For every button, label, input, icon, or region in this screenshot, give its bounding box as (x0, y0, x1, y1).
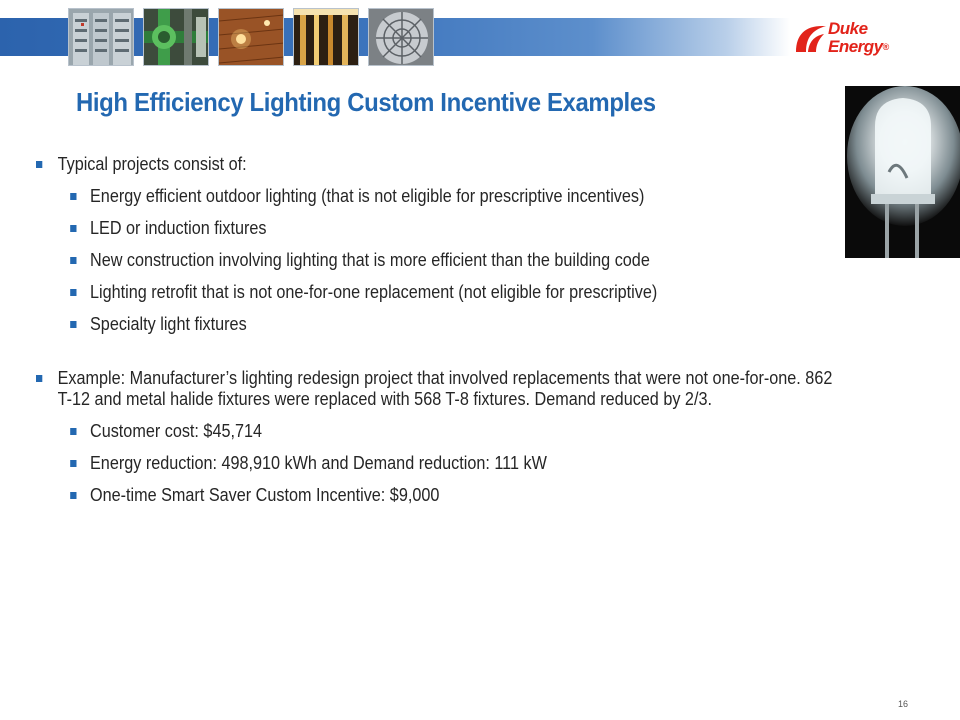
slide-body (36, 154, 876, 506)
bullet-text: Example: Manufacturer’s lighting redesign project that involved replacements that were not one-for-one. 862 T-12 and metal halide fixtures were replaced with 568 T-8 fixtures. Demand reduced by 2/3. (57, 368, 833, 409)
page-number: 16 (898, 699, 909, 709)
bullet-project-5 (36, 314, 792, 335)
bullet-example-detail-1 (36, 421, 792, 442)
square-bullet-icon (36, 375, 42, 382)
bullet-text: Specialty light fixtures (90, 314, 247, 334)
logo-registered-mark: ® (882, 42, 889, 52)
bullet-project-4 (36, 282, 792, 303)
bullet-text: One-time Smart Saver Custom Incentive: $9,000 (90, 485, 440, 505)
pipes-photo (143, 8, 209, 66)
bullet-project-2 (36, 218, 792, 239)
duke-energy-swoosh-icon (792, 22, 828, 58)
bullet-example (36, 368, 833, 410)
bullet-text: Energy efficient outdoor lighting (that is not eligible for prescriptive incentives) (90, 186, 645, 206)
square-bullet-icon (70, 492, 76, 499)
square-bullet-icon (70, 460, 76, 467)
bullet-text: Customer cost: $45,714 (90, 421, 262, 441)
bullet-example-detail-3 (36, 485, 792, 506)
square-bullet-icon (36, 161, 42, 168)
bullet-text: Typical projects consist of: (57, 154, 247, 174)
bullet-project-3 (36, 250, 792, 271)
logo-wordmark (828, 20, 938, 56)
square-bullet-icon (70, 225, 76, 232)
logo-line-duke: Duke (828, 19, 868, 38)
square-bullet-icon (70, 428, 76, 435)
bullet-text: LED or induction fixtures (90, 218, 267, 238)
square-bullet-icon (70, 289, 76, 296)
square-bullet-icon (70, 257, 76, 264)
bullet-text: Lighting retrofit that is not one-for-one replacement (not eligible for prescriptive) (90, 282, 658, 302)
square-bullet-icon (70, 321, 76, 328)
server-racks-photo (68, 8, 134, 66)
logo-line-energy: Energy (828, 37, 883, 56)
fan-grille-photo (368, 8, 434, 66)
lobby-photo (293, 8, 359, 66)
duke-energy-logo (790, 18, 930, 64)
header-photo-strip (68, 8, 434, 66)
bullet-example-detail-2 (36, 453, 792, 474)
bullet-text: New construction involving lighting that is more efficient than the building code (90, 250, 650, 270)
page-title: High Efficiency Lighting Custom Incentive Examples (76, 87, 656, 117)
bullet-intro (36, 154, 792, 175)
ceiling-lights-photo (218, 8, 284, 66)
bullet-text: Energy reduction: 498,910 kWh and Demand reduction: 111 kW (90, 453, 547, 473)
square-bullet-icon (70, 193, 76, 200)
bullet-project-1 (36, 186, 792, 207)
